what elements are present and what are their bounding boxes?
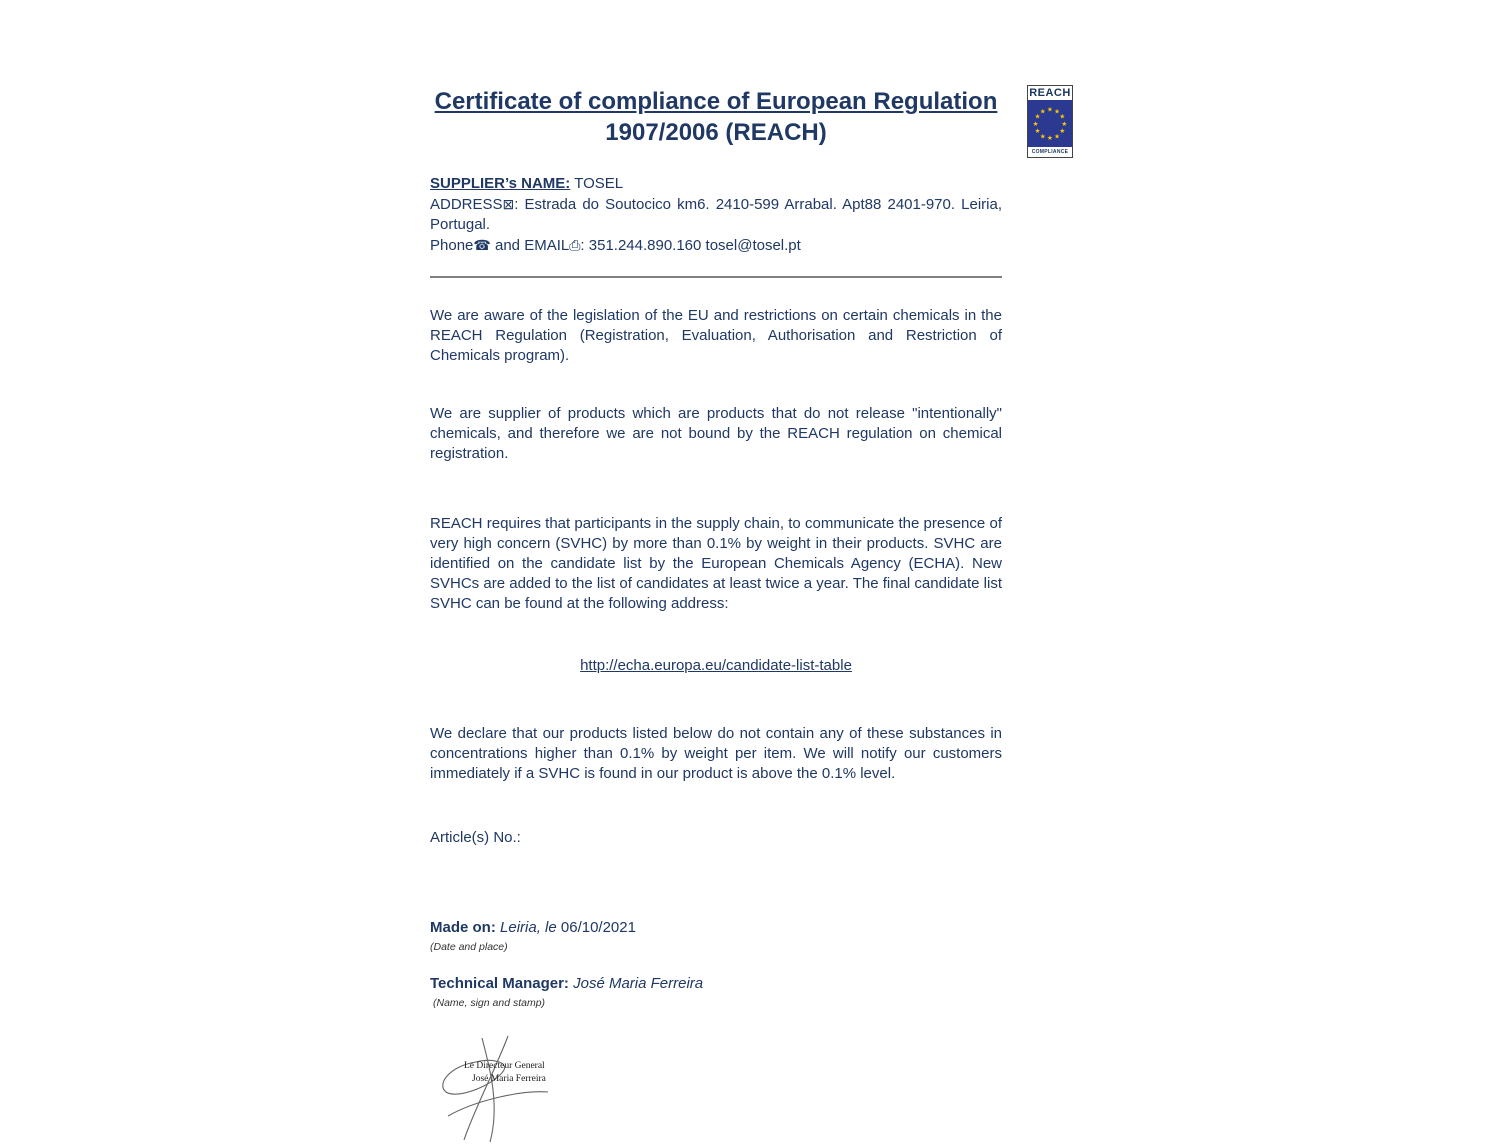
- svg-text:★: ★: [1059, 128, 1066, 136]
- email-label: and EMAIL: [490, 237, 570, 254]
- svg-text:★: ★: [1032, 120, 1039, 128]
- reach-compliance-logo: [1027, 85, 1073, 158]
- title-line-2: 1907/2006 (REACH): [605, 119, 827, 146]
- svg-text:★: ★: [1047, 135, 1053, 143]
- paragraph-supplier-statement: We are supplier of products which are products that do not release "intentionally" chemicals, and therefore we are not bound by the REACH regulation on chemical registration.: [430, 405, 1002, 462]
- paragraph-declaration: We declare that our products listed below do not contain any of these substances in concentrations higher than 0.1% by weight per item. We will notify our customers immediately if a SVHC is found in our product is above the 0.1% level.: [430, 725, 1002, 782]
- signature-area: [430, 1032, 610, 1147]
- eu-stars-svg: [1028, 100, 1072, 147]
- supplier-name-label: SUPPLIER’s NAME:: [430, 175, 571, 192]
- eu-stars: [1033, 106, 1068, 143]
- paragraph-reach-awareness: We are aware of the legislation of the EU and restrictions on certain chemicals in the REACH Regulation (Registration, Evaluation, Authorisation and Restriction of Chemicals program).: [430, 307, 1002, 364]
- supplier-name-value: TOSEL: [574, 175, 624, 192]
- technical-manager-value: José Maria Ferreira: [573, 975, 704, 992]
- svg-text:★: ★: [1039, 108, 1046, 116]
- address-value: : Estrada do Soutocico km6. 2410-599 Arrabal. Apt88 2401-970. Leiria, Portugal.: [430, 196, 1002, 233]
- svg-text:★: ★: [1039, 133, 1046, 141]
- supplier-address-line: [430, 194, 1002, 235]
- svg-text:★: ★: [1061, 120, 1068, 128]
- candidate-list-link-line: [430, 656, 1002, 676]
- signature-scribble-icon: [430, 1032, 610, 1147]
- name-sign-stamp-note: (Name, sign and stamp): [433, 997, 546, 1009]
- svg-text:★: ★: [1047, 106, 1053, 114]
- stamp-text: [464, 1060, 594, 1086]
- svg-text:★: ★: [1059, 113, 1066, 121]
- reach-logo-title: REACH: [1027, 85, 1073, 100]
- eu-flag-icon: [1027, 100, 1073, 147]
- paragraph-svhc-requirements: REACH requires that participants in the supply chain, to communicate the presence of very high concern (SVHC) by more than 0.1% by weight in their products. SVHC are identified on the candidate list by the European Chemicals Agency (ECHA). New SVHCs are added to the list of candidates at least twice a year. The final candidate list SVHC can be found at the following address:: [430, 515, 1002, 612]
- header-divider: [430, 276, 1002, 278]
- svg-text:★: ★: [1034, 113, 1041, 121]
- envelope-icon: ⊠: [502, 196, 515, 212]
- candidate-list-link[interactable]: http://echa.europa.eu/candidate-list-table: [580, 657, 852, 674]
- made-on-place: Leiria, le: [500, 919, 557, 936]
- supplier-name-line: [430, 174, 1002, 194]
- articles-number-label: Article(s) No.:: [430, 829, 521, 846]
- made-on-label: Made on:: [430, 919, 496, 936]
- supplier-contact-line: [430, 235, 1002, 256]
- svg-text:★: ★: [1054, 108, 1061, 116]
- document-title: [430, 86, 1002, 148]
- date-place-note: (Date and place): [430, 941, 508, 953]
- made-on-date: 06/10/2021: [560, 919, 636, 936]
- svg-text:★: ★: [1054, 133, 1061, 141]
- made-on-line: [430, 918, 1002, 938]
- phone-icon: ☎: [473, 237, 491, 253]
- stamp-line-1: Le Directeur General: [464, 1061, 545, 1071]
- stamp-line-2: José Maria Ferreira: [472, 1074, 546, 1084]
- phone-label: Phone: [430, 237, 474, 254]
- technical-manager-line: [430, 974, 1002, 994]
- svg-text:★: ★: [1034, 128, 1041, 136]
- title-line-1: Certificate of compliance of European Regulation: [434, 88, 998, 115]
- technical-manager-label: Technical Manager:: [430, 975, 569, 992]
- contact-value: : 351.244.890.160 tosel@tosel.pt: [580, 237, 801, 254]
- address-label: ADDRESS: [430, 196, 503, 213]
- reach-logo-caption: COMPLIANCE: [1027, 147, 1073, 158]
- document-content: [430, 86, 1002, 1147]
- printer-icon: ⎙: [569, 237, 581, 253]
